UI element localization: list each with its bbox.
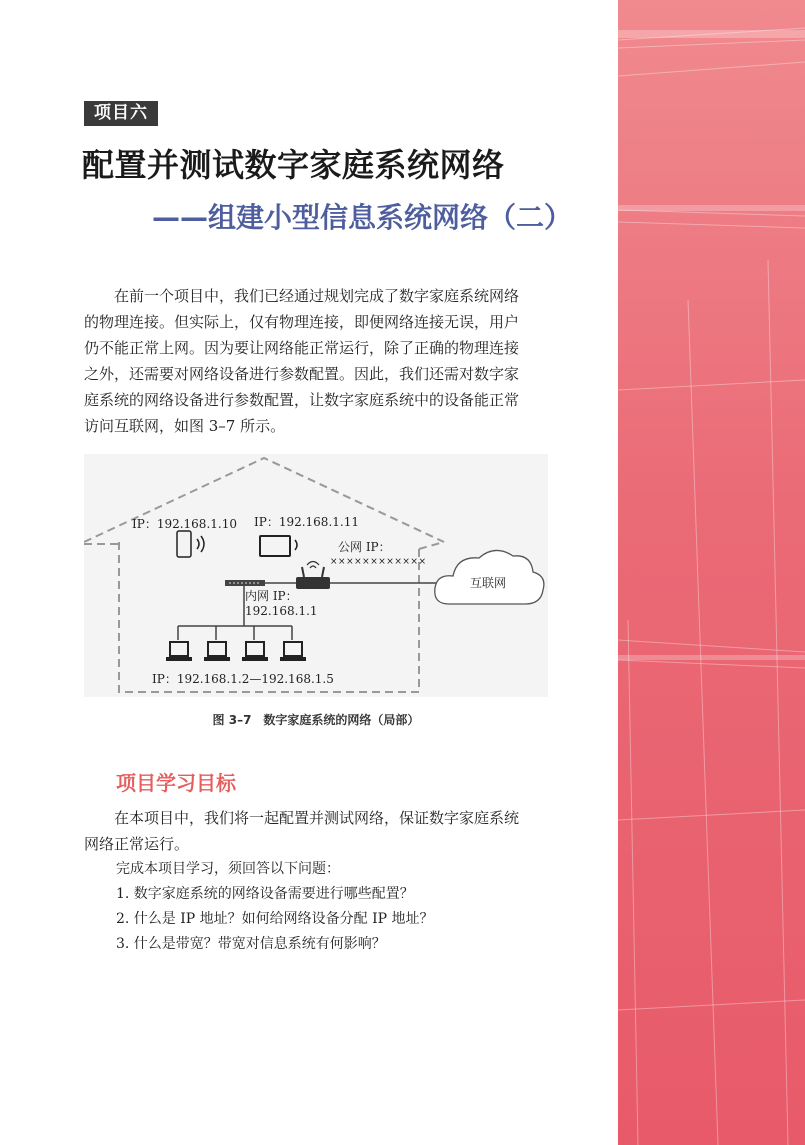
laptop-icon [204, 642, 230, 661]
intro-paragraph [84, 283, 556, 439]
public-ip-label: 公网 IP： [338, 540, 391, 554]
intro-line: 访问互联网，如图 3–7 所示。 [84, 417, 286, 435]
laptop-icon [166, 642, 192, 661]
laptops-ip-label: IP：192.168.1.2—192.168.1.5 [152, 672, 334, 686]
questions-intro: 完成本项目学习，须回答以下问题： [116, 861, 340, 877]
network-diagram [84, 454, 548, 697]
intro-line: 仍不能正常上网。因为要让网络能正常运行，除了正确的物理连接 [84, 339, 520, 357]
intro-line: 在前一个项目中，我们已经通过规划完成了数字家庭系统网络 [114, 287, 520, 305]
intro-line: 庭系统的网络设备进行参数配置，让数字家庭系统中的设备能正常 [84, 391, 520, 409]
laptop-icon [242, 642, 268, 661]
intro-line: 之外，还需要对网络设备进行参数配置。因此，我们还需对数字家 [84, 365, 520, 383]
section-line: 网络正常运行。 [84, 835, 190, 853]
switch-icon [225, 580, 265, 586]
router-icon [296, 562, 330, 590]
internet-label: 互联网 [470, 576, 507, 590]
question-item: 1. 数字家庭系统的网络设备需要进行哪些配置？ [116, 886, 414, 902]
phone-icon [177, 531, 204, 557]
question-item: 2. 什么是 IP 地址？如何给网络设备分配 IP 地址？ [116, 911, 434, 927]
question-item: 3. 什么是带宽？带宽对信息系统有何影响？ [116, 936, 386, 952]
laptop-icon [280, 642, 306, 661]
decorative-sidebar [618, 0, 805, 1145]
lan-ip-value: 192.168.1.1 [245, 604, 318, 618]
section-line: 在本项目中，我们将一起配置并测试网络，保证数字家庭系统 [114, 809, 520, 827]
section-heading: 项目学习目标 [116, 771, 236, 795]
tablet-icon [260, 536, 297, 556]
public-ip-value: ×××××××××××× [330, 557, 427, 567]
sidebar-pattern [618, 0, 805, 1145]
lan-ip-label: 内网 IP： [245, 589, 298, 603]
phone-ip-label: IP：192.168.1.10 [132, 517, 237, 531]
intro-line: 的物理连接。但实际上，仅有物理连接，即便网络连接无误，用户 [84, 313, 520, 331]
tablet-ip-label: IP：192.168.1.11 [254, 515, 359, 529]
page-subtitle: ——组建小型信息系统网络（二） [152, 201, 573, 234]
section-paragraph [84, 805, 556, 857]
figure-caption: 图 3–7 数字家庭系统的网络（局部） [212, 713, 420, 727]
project-badge: 项目六 [84, 101, 158, 126]
page-title: 配置并测试数字家庭系统网络 [82, 146, 505, 184]
